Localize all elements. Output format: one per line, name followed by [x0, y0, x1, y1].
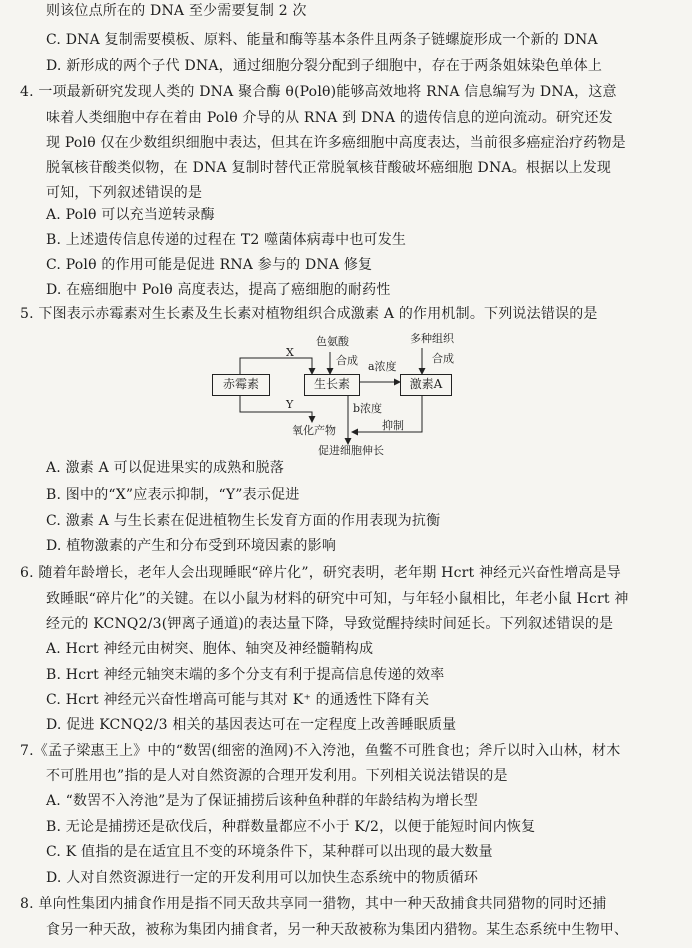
option-b: B. 图中的“X”应表示抑制，“Y”表示促进	[46, 487, 300, 503]
question-4-stem: 4. 一项最新研究发现人类的 DNA 聚合酶 θ(Polθ)能够高效地将 RNA 信息编写为 DNA，这意	[20, 84, 617, 100]
option-c: C. 激素 A 与生长素在促进植物生长发育方面的作用表现为抗衡	[46, 513, 441, 529]
box-auxin: 生长素	[304, 374, 360, 396]
option-a: A. 激素 A 可以促进果实的成熟和脱落	[46, 460, 285, 476]
option-a: A. Hcrt 神经元由树突、胞体、轴突及神经髓鞘构成	[46, 641, 374, 657]
option-d: D. 植物激素的产生和分布受到环境因素的影响	[46, 538, 337, 554]
text-line: 则该位点所在的 DNA 至少需要复制 2 次	[46, 3, 307, 19]
question-7-stem: 7.《孟子梁惠王上》中的“数罟(细密的渔网)不入洿池，鱼鳖不可胜食也；斧斤以时入山林，材木	[20, 743, 621, 759]
question-6-stem: 致睡眠“碎片化”的关键。在以小鼠为材料的研究中可知，与年轻小鼠相比，年老小鼠 Hcrt 神	[46, 591, 629, 607]
box-hormone-a: 激素A	[400, 374, 452, 396]
option-d: D. 促进 KCNQ2/3 相关的基因表达可在一定程度上改善睡眠质量	[46, 717, 457, 733]
question-4-stem: 可知，下列叙述错误的是	[46, 185, 203, 201]
option-d: D. 新形成的两个子代 DNA，通过细胞分裂分配到子细胞中，存在于两条姐妹染色单体上	[46, 58, 603, 74]
question-6-stem: 6. 随着年龄增长，老年人会出现睡眠“碎片化”，研究表明，老年期 Hcrt 神经元兴奋性增高是导	[20, 565, 621, 581]
label-b-concentration: b浓度	[353, 402, 383, 415]
hormone-diagram	[200, 332, 520, 458]
option-d: D. 人对自然资源进行一定的开发利用可以加快生态系统中的物质循环	[46, 870, 479, 886]
question-5-stem: 5. 下图表示赤霉素对生长素及生长素对植物组织合成激素 A 的作用机制。下列说法错误的是	[20, 306, 598, 322]
option-b: B. Hcrt 神经元轴突末端的多个分支有利于提高信息传递的效率	[46, 667, 445, 683]
question-8-stem: 8. 单向性集团内捕食作用是指不同天敌共享同一猎物，其中一种天敌捕食共同猎物的同时还捕	[20, 896, 607, 912]
label-tryptophan: 色氨酸	[316, 335, 349, 348]
question-8-stem: 食另一种天敌，被称为集团内捕食者，另一种天敌被称为集团内猎物。某生态系统中生物甲、	[46, 922, 629, 938]
label-inhibit: 抑制	[382, 419, 404, 432]
option-a: A. Polθ 可以充当逆转录酶	[46, 207, 215, 223]
label-a-concentration: a浓度	[368, 360, 397, 373]
arrow-y	[240, 396, 312, 422]
option-c: C. K 值指的是在适宜且不变的环境条件下，某种群可以出现的最大数量	[46, 844, 493, 860]
option-b: B. 上述遗传信息传递的过程在 T2 噬菌体病毒中也可发生	[46, 232, 407, 248]
option-c: C. Hcrt 神经元兴奋性增高可能与其对 K⁺ 的通透性下降有关	[46, 692, 430, 708]
option-c: C. DNA 复制需要模板、原料、能量和酶等基本条件且两条子链螺旋形成一个新的 DNA	[46, 32, 598, 48]
option-d: D. 在癌细胞中 Polθ 高度表达，提高了癌细胞的耐药性	[46, 282, 391, 298]
label-y: Y	[286, 398, 294, 411]
label-x: X	[286, 346, 294, 359]
arrow-x	[240, 358, 312, 374]
label-oxidation-product: 氧化产物	[292, 424, 336, 437]
label-synthesis: 合成	[336, 354, 358, 367]
box-gibberellin: 赤霉素	[212, 374, 270, 396]
question-6-stem: 经元的 KCNQ2/3(钾离子通道)的表达量下降，导致觉醒持续时间延长。下列叙述错误的是	[46, 616, 614, 632]
label-tissues: 多种组织	[410, 332, 454, 345]
option-a: A. “数罟不入洿池”是为了保证捕捞后该种鱼种群的年龄结构为增长型	[46, 793, 478, 809]
question-4-stem: 现 Polθ 仅在少数组织细胞中表达，但其在许多癌细胞中高度表达，当前很多癌症治疗药物是	[46, 135, 626, 151]
question-4-stem: 味着人类细胞中存在着由 Polθ 介导的从 RNA 到 DNA 的遗传信息的逆向流动。研究还发	[46, 110, 613, 126]
option-b: B. 无论是捕捞还是砍伐后，种群数量都应不小于 K/2，以便于能短时间内恢复	[46, 819, 536, 835]
question-4-stem: 脱氧核苷酸类似物，在 DNA 复制时替代正常脱氧核苷酸破坏癌细胞 DNA。根据以上发现	[46, 160, 612, 176]
label-promote-cell-elongation: 促进细胞伸长	[318, 444, 384, 457]
label-synthesis: 合成	[432, 352, 454, 365]
question-7-stem: 不可胜用也”指的是人对自然资源的合理开发利用。下列相关说法错误的是	[46, 768, 508, 784]
option-c: C. Polθ 的作用可能是促进 RNA 参与的 DNA 修复	[46, 257, 373, 273]
